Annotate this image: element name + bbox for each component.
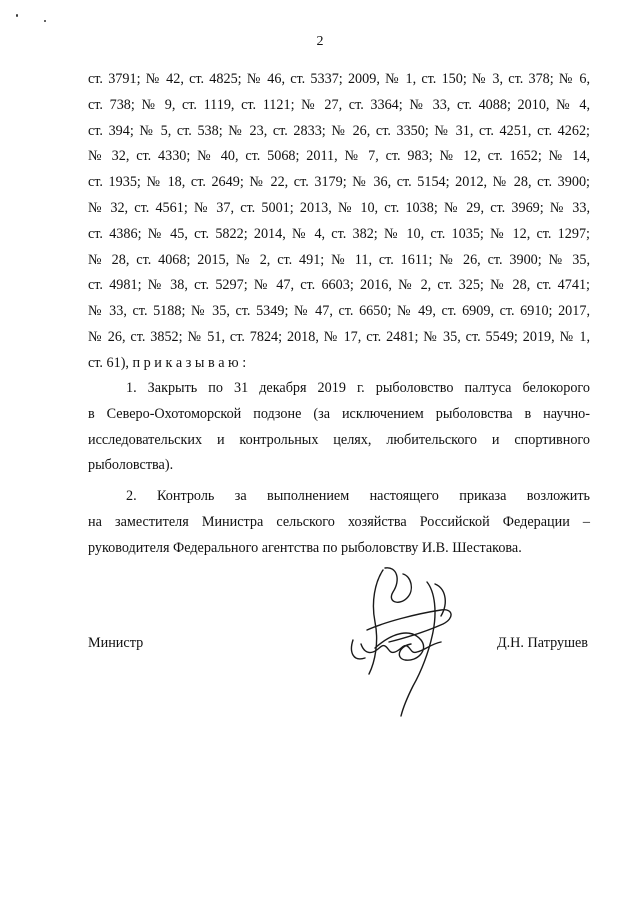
scan-speck xyxy=(44,20,46,22)
citation-line: ст. 1935; № 18, ст. 2649; № 22, ст. 3179; № 36, ст. 5154; 2012, № 28, ст. 3900; xyxy=(88,174,590,191)
paragraph-line: руководителя Федерального агентства по рыболовству И.В. Шестакова. xyxy=(88,539,522,556)
citation-line: № 33, ст. 5188; № 35, ст. 5349; № 47, ст. 6650; № 49, ст. 6909, ст. 6910; 2017, xyxy=(88,303,590,320)
paragraph-line: исследовательских и контрольных целях, любительского и спортивного xyxy=(88,431,590,448)
paragraph-2 xyxy=(88,484,590,561)
paragraph-1 xyxy=(88,376,590,479)
citation-line: № 32, ст. 4330; № 40, ст. 5068; 2011, № 7, ст. 983; № 12, ст. 1652; № 14, xyxy=(88,148,590,165)
paragraph-line: на заместителя Министра сельского хозяйства Российской Федерации – xyxy=(88,513,590,530)
citation-line: ст. 3791; № 42, ст. 4825; № 46, ст. 5337; 2009, № 1, ст. 150; № 3, ст. 378; № 6, xyxy=(88,71,590,87)
paragraph-line: 1. Закрыть по 31 декабря 2019 г. рыболовство палтуса белокорого xyxy=(126,380,590,396)
paragraph-line: 2. Контроль за выполнением настоящего приказа возложить xyxy=(126,488,590,504)
citation-line: ст. 394; № 5, ст. 538; № 23, ст. 2833; № 26, ст. 3350; № 31, ст. 4251, ст. 4262; xyxy=(88,122,590,139)
citations-block xyxy=(88,67,590,377)
citation-line: № 32, ст. 4561; № 37, ст. 5001; 2013, № 10, ст. 1038; № 29, ст. 3969; № 33, xyxy=(88,199,590,216)
citation-line: ст. 738; № 9, ст. 1119, ст. 1121; № 27, ст. 3364; № 33, ст. 4088; 2010, № 4, xyxy=(88,96,590,113)
citation-line-order-clause: ст. 61), п р и к а з ы в а ю : xyxy=(88,354,247,371)
handwritten-signature xyxy=(345,562,475,722)
page-number: 2 xyxy=(316,34,324,49)
citation-line: № 26, ст. 3852; № 51, ст. 7824; 2018, № 17, ст. 2481; № 35, ст. 5549; 2019, № 1, xyxy=(88,328,590,345)
citation-line: ст. 4386; № 45, ст. 5822; 2014, № 4, ст. 382; № 10, ст. 1035; № 12, ст. 1297; xyxy=(88,225,590,242)
signatory-name: Д.Н. Патрушев xyxy=(496,635,588,651)
signatory-title: Министр xyxy=(88,635,144,651)
scan-speck xyxy=(16,14,18,17)
citation-line: ст. 4981; № 38, ст. 5297; № 47, ст. 6603; 2016, № 2, ст. 325; № 28, ст. 4741; xyxy=(88,277,590,294)
paragraph-line: в Северо-Охотоморской подзоне (за исключением рыболовства в научно- xyxy=(88,405,590,422)
citation-line: № 28, ст. 4068; 2015, № 2, ст. 491; № 11, ст. 1611; № 26, ст. 3900; № 35, xyxy=(88,251,590,268)
paragraph-line: рыболовства). xyxy=(88,457,174,474)
